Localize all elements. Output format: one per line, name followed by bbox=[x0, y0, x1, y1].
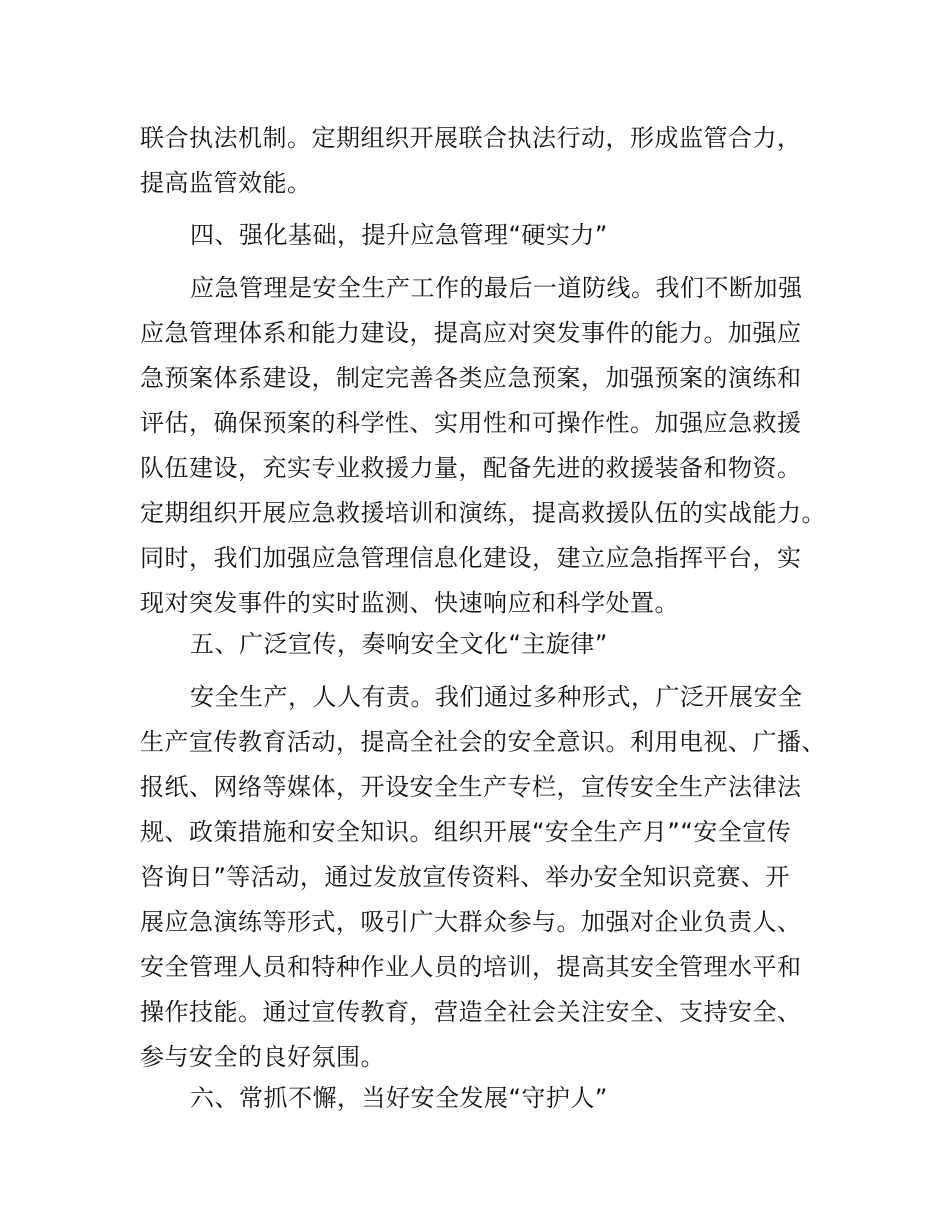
paragraph-line: 应急管理体系和能力建设，提高应对突发事件的能力。加强应 bbox=[140, 319, 802, 347]
paragraph-line: 队伍建设，充实专业救援力量，配备先进的救援装备和物资。 bbox=[140, 454, 802, 482]
paragraph-line: 定期组织开展应急救援培训和演练，提高救援队伍的实战能力。 bbox=[140, 499, 826, 527]
paragraph-line: 提高监管效能。 bbox=[140, 169, 312, 197]
paragraph-line: 应急管理是安全生产工作的最后一道防线。我们不断加强 bbox=[190, 274, 803, 302]
paragraph-line: 联合执法机制。定期组织开展联合执法行动，形成监管合力， bbox=[140, 124, 802, 152]
paragraph-line: 急预案体系建设，制定完善各类应急预案，加强预案的演练和 bbox=[140, 364, 802, 392]
paragraph-line: 安全管理人员和特种作业人员的培训，提高其安全管理水平和 bbox=[140, 953, 802, 981]
paragraph-line: 现对突发事件的实时监测、快速响应和科学处置。 bbox=[140, 589, 679, 617]
section-heading-6: 六、常抓不懈，当好安全发展“守护人” bbox=[190, 1084, 608, 1112]
paragraph-line: 咨询日”等活动，通过发放宣传资料、举办安全知识竞赛、开 bbox=[140, 863, 790, 891]
paragraph-line: 操作技能。通过宣传教育，营造全社会关注安全、支持安全、 bbox=[140, 998, 802, 1026]
section-heading-4: 四、强化基础，提升应急管理“硬实力” bbox=[190, 221, 608, 249]
paragraph-line: 展应急演练等形式，吸引广大群众参与。加强对企业负责人、 bbox=[140, 908, 802, 936]
paragraph-line: 参与安全的良好氛围。 bbox=[140, 1043, 385, 1071]
paragraph-line: 评估，确保预案的科学性、实用性和可操作性。加强应急救援 bbox=[140, 409, 802, 437]
paragraph-line: 规、政策措施和安全知识。组织开展“安全生产月”“安全宣传 bbox=[140, 818, 792, 846]
paragraph-line: 报纸、网络等媒体，开设安全生产专栏，宣传安全生产法律法 bbox=[140, 773, 802, 801]
paragraph-line: 同时，我们加强应急管理信息化建设，建立应急指挥平台，实 bbox=[140, 544, 802, 572]
paragraph-line: 生产宣传教育活动，提高全社会的安全意识。利用电视、广播、 bbox=[140, 728, 826, 756]
paragraph-line: 安全生产，人人有责。我们通过多种形式，广泛开展安全 bbox=[190, 683, 803, 711]
section-heading-5: 五、广泛宣传，奏响安全文化“主旋律” bbox=[190, 630, 608, 658]
